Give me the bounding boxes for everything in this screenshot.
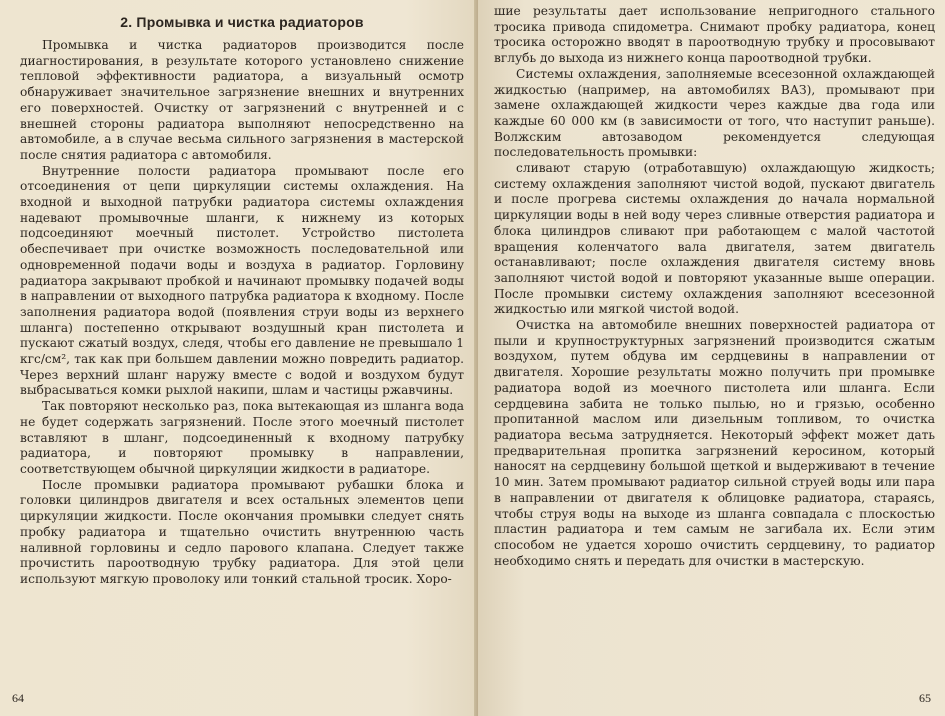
page-number-right: 65 xyxy=(919,691,931,705)
right-paragraph-3: сливают старую (отработавшую) охлаждающую жидкость; систему охлаждения заполняют чистой водой, пускают двигатель и после прогрева системы охлаждения до начала нормальной циркуляции воды в ней воду через сливные отверстия радиатора и блока цилиндров сливают при работающем с малой частотой вращения коленчатого вала двигателя, затем двигатель останавливают; после охлаждения двигателя систему вновь заполняют чистой водой и повторяют указанные выше операции. После промывки систему охлаждения заполняют всесезонной жидкостью или мягкой чистой водой. xyxy=(494,161,935,317)
right-paragraph-2: Системы охлаждения, заполняемые всесезонной охлаждающей жидкостью (например, на автомобилях ВАЗ), промывают при замене охлаждающей жидкости через каждые два года или каждые 60 000 км (в зависимости от того, что наступит раньше). Волжским автозаводом рекомендуется следующая последовательность промывки: xyxy=(494,66,935,160)
left-paragraph-3: Так повторяют несколько раз, пока вытекающая из шланга вода не будет содержать загрязнений. После этого моечный пистолет вставляют в шланг, подсоединенный к входному патрубку радиатора, и повторяют промывку в направлении, соответствующем обычной циркуляции жидкости в радиаторе. xyxy=(20,399,464,476)
page-number-left: 64 xyxy=(12,691,24,705)
left-paragraph-4: После промывки радиатора промывают рубашки блока и головки цилиндров двигателя и всех остальных элементов цепи циркуляции жидкости. После окончания промывки следует снять пробку радиатора и тщательно очистить внутреннюю часть наливной горловины и седло парового клапана. Следует также прочистить пароотводную трубку радиатора. Для этой цели используют мягкую проволоку или тонкий стальной тросик. Хоро- xyxy=(20,477,464,586)
left-paragraph-2: Внутренние полости радиатора промывают после его отсоединения от цепи циркуляции системы охлаждения. На входной и выходной патрубки радиатора системы охлаждения надевают промывочные шланги, к нижнему из которых подсоединяют моечный пистолет. Устройство пистолета обеспечивает при очистке возможность последовательной или одновременной подачи воды и воздуха в радиатор. Горловину радиатора закрывают пробкой и начинают промывку подачей воды в направлении от выходного патрубка радиатора к входному. После заполнения радиатора водой (появления струи воды из верхнего шланга) постепенно открывают воздушный кран пистолета и пускают сжатый воздух, следя, чтобы его давление не превышало 1 кгс/см², так как при большем давлении можно повредить радиатор. Через верхний шланг наружу вместе с водой и воздухом будут выбрасываться комки рыхлой накипи, шлам и частицы ржавчины. xyxy=(20,163,464,398)
right-paragraph-4: Очистка на автомобиле внешних поверхностей радиатора от пыли и крупноструктурных загрязнений производится сжатым воздухом, путем обдува им сердцевины в направлении от двигателя. Хорошие результаты можно получить при промывке радиатора водой из моечного пистолета или шланга. Если сердцевина забита не только пылью, но и грязью, особенно пропитанной маслом или дизельным топливом, то очистка радиатора весьма затрудняется. Некоторый эффект может дать предварительная пропитка загрязнений керосином, который наносят на сердцевину большой щеткой и выдерживают в течение 10 мин. Затем промывают радиатор сильной струей воды или пара в направлении от двигателя к облицовке радиатора, стараясь, чтобы струя воды на выходе из шланга совпадала с плоскостью пластин радиатора и тем самым не загибала их. Если этим способом не удается хорошо очистить сердцевину, то радиатор необходимо снять и передать для очистки в мастерскую. xyxy=(494,318,935,568)
left-paragraph-1: Промывка и чистка радиаторов производится после диагностирования, в результате которого установлено снижение тепловой эффективности радиатора, а визуальный осмотр обнаруживает значительное загрязнение внешних и внутренних его поверхностей. Очистку от загрязнений с внутренней и с внешней стороны радиатора выполняют непосредственно на автомобиле, а в случае весьма сильного загрязнения в мастерской после снятия радиатора с автомобиля. xyxy=(20,38,464,162)
right-paragraph-1: шие результаты дает использование непригодного стального тросика привода спидометра. Снимают пробку радиатора, конец тросика осторожно вводят в пароотводную трубку и просовывают вглубь до выхода из нижнего конца пароотводной трубки. xyxy=(494,4,935,66)
section-heading: 2. Промывка и чистка радиаторов xyxy=(120,14,364,30)
right-page xyxy=(478,0,945,716)
